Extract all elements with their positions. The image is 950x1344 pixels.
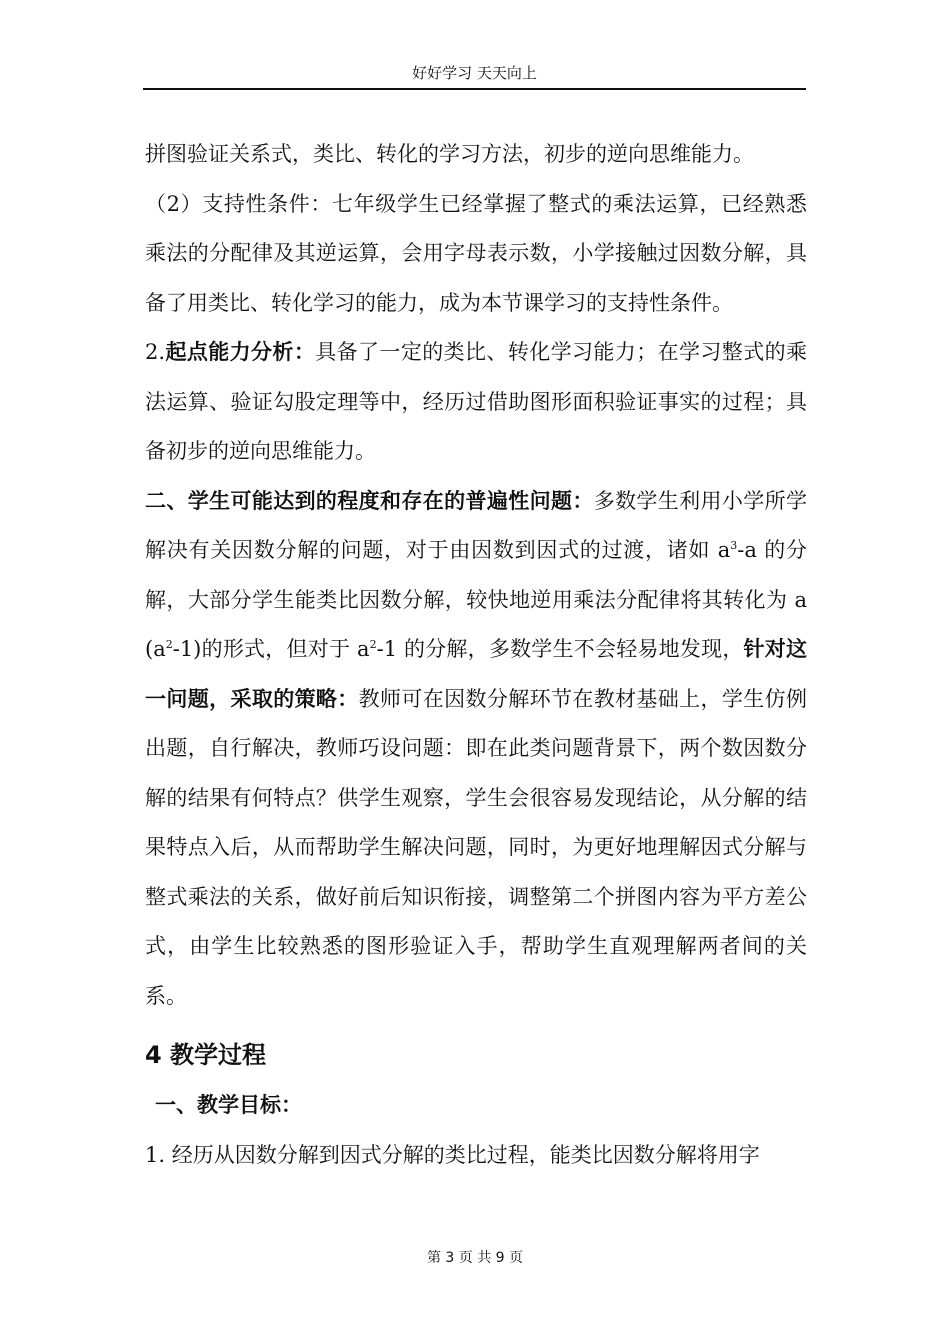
document-body [145, 130, 807, 1181]
paragraph-goal-1: 1. 经历从因数分解到因式分解的类比过程，能类比因数分解将用字 [145, 1143, 760, 1167]
superscript: 2 [165, 638, 173, 651]
bold-heading-starting-ability: 起点能力分析： [165, 340, 316, 364]
text-segment: -1 的分解，多数学生不会轻易地发现， [376, 637, 744, 661]
paragraph-common-problems [145, 477, 807, 1022]
paragraph-text: 具备了一定的类比、转化学习能力；在学习整式的乘法运算、验证勾股定理等中，经历过借助图形面积验证事实的过程；具备初步的逆向思维能力。 [145, 340, 807, 463]
page-footer: 第 3 页 共 9 页 [426, 1250, 524, 1266]
page-header: 好好学习 天天向上 [412, 64, 537, 82]
text-segment: 教师可在因数分解环节在教材基础上，学生仿例出题，自行解决，教师巧设问题：即在此类问题背景下，两个数因数分解的结果有何特点？供学生观察，学生会很容易发现结论，从分解的结果特点入后，从而帮助学生解决问题，同时，为更好地理解因式分解与整式乘法的关系，做好前后知识衔接，调整第二个拼图内容为平方差公式，由学生比较熟悉的图形验证入手，帮助学生直观理解两者间的关系。 [145, 686, 808, 1008]
subsection-heading-teaching-goals: 一、教学目标： [155, 1093, 302, 1117]
header-divider [143, 88, 806, 90]
paragraph-supporting-conditions: （2）支持性条件：七年级学生已经掌握了整式的乘法运算，已经熟悉乘法的分配律及其逆运算，会用字母表示数，小学接触过因数分解，具备了用类比、转化学习的能力，成为本节课学习的支持性条件。 [145, 191, 807, 315]
bold-heading-strategy: 针对这一问题，采取的策略： [145, 637, 807, 711]
paragraph-1: 拼图验证关系式，类比、转化的学习方法，初步的逆向思维能力。 [145, 142, 754, 166]
paragraph-starting-ability [145, 328, 807, 477]
superscript: 2 [369, 638, 377, 651]
text-segment: -a 的分解，大部分学生能类比因数分解，较快地逆用乘法分配律将其转化为 a(a [145, 538, 807, 661]
text-segment: 多数学生利用小学所学解决有关因数分解的问题，对于由因数到因式的过渡，诸如 a [145, 488, 808, 562]
bold-heading-common-problems: 二、学生可能达到的程度和存在的普遍性问题： [145, 488, 594, 513]
superscript: 3 [730, 539, 738, 552]
text-segment: -1)的形式，但对于 a [172, 637, 370, 661]
list-number: 2. [145, 340, 166, 364]
section-heading-teaching-process: 4 教学过程 [145, 1041, 267, 1069]
